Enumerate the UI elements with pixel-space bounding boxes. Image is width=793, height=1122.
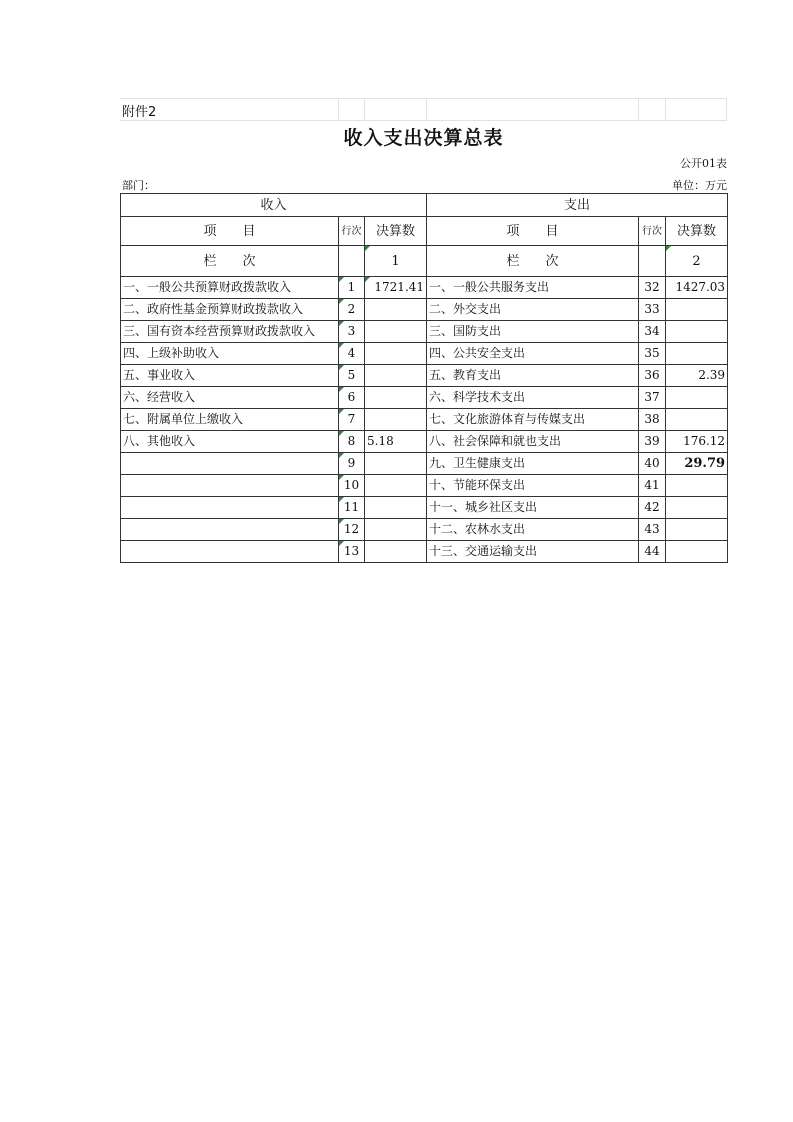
expense-amount-cell (666, 497, 728, 519)
table-row (121, 299, 728, 321)
section-header-row (121, 194, 728, 217)
income-amount-cell (365, 321, 427, 343)
expense-line-cell: 35 (639, 343, 666, 365)
income-line-cell: 5 (339, 365, 365, 387)
table-row (121, 343, 728, 365)
expense-amount-cell: 2.39 (666, 365, 728, 387)
table-row (121, 277, 728, 299)
income-item-cell: 七、附属单位上缴收入 (121, 409, 339, 431)
expense-amount-cell: 1427.03 (666, 277, 728, 299)
expense-line-cell: 39 (639, 431, 666, 453)
income-item-cell: 六、经营收入 (121, 387, 339, 409)
table-row (121, 453, 728, 475)
income-item-cell (121, 497, 339, 519)
expense-line-cell: 37 (639, 387, 666, 409)
income-item-cell (121, 453, 339, 475)
expense-item-header: 项 目 (427, 217, 639, 246)
income-item-cell: 三、国有资本经营预算财政拨款收入 (121, 321, 339, 343)
income-amount-cell (365, 541, 427, 563)
income-item-cell: 八、其他收入 (121, 431, 339, 453)
income-amount-cell (365, 497, 427, 519)
expense-row-label: 栏 次 (427, 246, 639, 277)
income-item-cell (121, 541, 339, 563)
income-line-cell: 11 (339, 497, 365, 519)
income-item-cell: 四、上级补助收入 (121, 343, 339, 365)
table-row (121, 321, 728, 343)
expense-amount-cell (666, 519, 728, 541)
income-line-cell: 10 (339, 475, 365, 497)
income-item-cell (121, 475, 339, 497)
column-number-row (121, 246, 728, 277)
income-expense-table (120, 193, 728, 563)
expense-amount-cell (666, 321, 728, 343)
income-line-blank (339, 246, 365, 277)
income-line-cell: 1 (339, 277, 365, 299)
income-line-header: 行次 (339, 217, 365, 246)
table-row (121, 497, 728, 519)
table-body (121, 277, 728, 563)
expense-item-cell: 五、教育支出 (427, 365, 639, 387)
expense-line-blank (639, 246, 666, 277)
expense-item-cell: 十一、城乡社区支出 (427, 497, 639, 519)
expense-amount-cell: 176.12 (666, 431, 728, 453)
expense-item-cell: 九、卫生健康支出 (427, 453, 639, 475)
income-amount-cell (365, 299, 427, 321)
income-column-number: 1 (365, 246, 427, 277)
income-line-cell: 9 (339, 453, 365, 475)
expense-item-cell: 七、文化旅游体育与传媒支出 (427, 409, 639, 431)
table-row (121, 541, 728, 563)
income-item-cell (121, 519, 339, 541)
table-row (121, 409, 728, 431)
income-line-cell: 7 (339, 409, 365, 431)
income-section-header: 收入 (121, 194, 427, 217)
expense-amount-cell (666, 387, 728, 409)
page-title: 收入支出决算总表 (343, 127, 504, 149)
income-item-header: 项 目 (121, 217, 339, 246)
expense-line-cell: 44 (639, 541, 666, 563)
income-amount-cell (365, 365, 427, 387)
income-amount-cell (365, 387, 427, 409)
expense-amount-cell (666, 475, 728, 497)
income-amount-cell (365, 519, 427, 541)
expense-line-cell: 41 (639, 475, 666, 497)
expense-item-cell: 八、社会保障和就也支出 (427, 431, 639, 453)
income-line-cell: 8 (339, 431, 365, 453)
expense-item-cell: 十、节能环保支出 (427, 475, 639, 497)
table-row (121, 475, 728, 497)
expense-line-cell: 36 (639, 365, 666, 387)
expense-amount-cell: 29.79 (666, 453, 728, 475)
expense-amount-header: 决算数 (666, 217, 728, 246)
expense-line-cell: 43 (639, 519, 666, 541)
income-line-cell: 12 (339, 519, 365, 541)
income-item-cell: 二、政府性基金预算财政拨款收入 (121, 299, 339, 321)
expense-item-cell: 十二、农林水支出 (427, 519, 639, 541)
expense-item-cell: 六、科学技术支出 (427, 387, 639, 409)
income-amount-cell: 1721.41 (365, 277, 427, 299)
unit-label: 单位：万元 (672, 179, 727, 192)
income-line-cell: 4 (339, 343, 365, 365)
table-row (121, 387, 728, 409)
form-code: 公开01表 (680, 157, 727, 170)
expense-amount-cell (666, 299, 728, 321)
income-item-cell: 五、事业收入 (121, 365, 339, 387)
table-row (121, 431, 728, 453)
expense-amount-cell (666, 343, 728, 365)
income-amount-cell (365, 475, 427, 497)
table-row (121, 519, 728, 541)
column-header-row (121, 217, 728, 246)
income-amount-cell (365, 409, 427, 431)
expense-line-cell: 38 (639, 409, 666, 431)
income-amount-header: 决算数 (365, 217, 427, 246)
expense-item-cell: 一、一般公共服务支出 (427, 277, 639, 299)
expense-amount-cell (666, 409, 728, 431)
expense-item-cell: 二、外交支出 (427, 299, 639, 321)
expense-line-cell: 32 (639, 277, 666, 299)
expense-item-cell: 四、公共安全支出 (427, 343, 639, 365)
income-line-cell: 6 (339, 387, 365, 409)
expense-line-header: 行次 (639, 217, 666, 246)
income-amount-cell: 5.18 (365, 431, 427, 453)
expense-line-cell: 33 (639, 299, 666, 321)
expense-amount-cell (666, 541, 728, 563)
department-label: 部门： (122, 179, 155, 192)
income-line-cell: 3 (339, 321, 365, 343)
expense-section-header: 支出 (427, 194, 728, 217)
expense-item-cell: 三、国防支出 (427, 321, 639, 343)
attachment-label: 附件2 (122, 105, 157, 120)
expense-column-number: 2 (666, 246, 728, 277)
income-line-cell: 2 (339, 299, 365, 321)
income-amount-cell (365, 343, 427, 365)
income-amount-cell (365, 453, 427, 475)
expense-line-cell: 34 (639, 321, 666, 343)
expense-line-cell: 40 (639, 453, 666, 475)
income-row-label: 栏 次 (121, 246, 339, 277)
table-row (121, 365, 728, 387)
expense-line-cell: 42 (639, 497, 666, 519)
income-item-cell: 一、一般公共预算财政拨款收入 (121, 277, 339, 299)
expense-item-cell: 十三、交通运输支出 (427, 541, 639, 563)
income-line-cell: 13 (339, 541, 365, 563)
